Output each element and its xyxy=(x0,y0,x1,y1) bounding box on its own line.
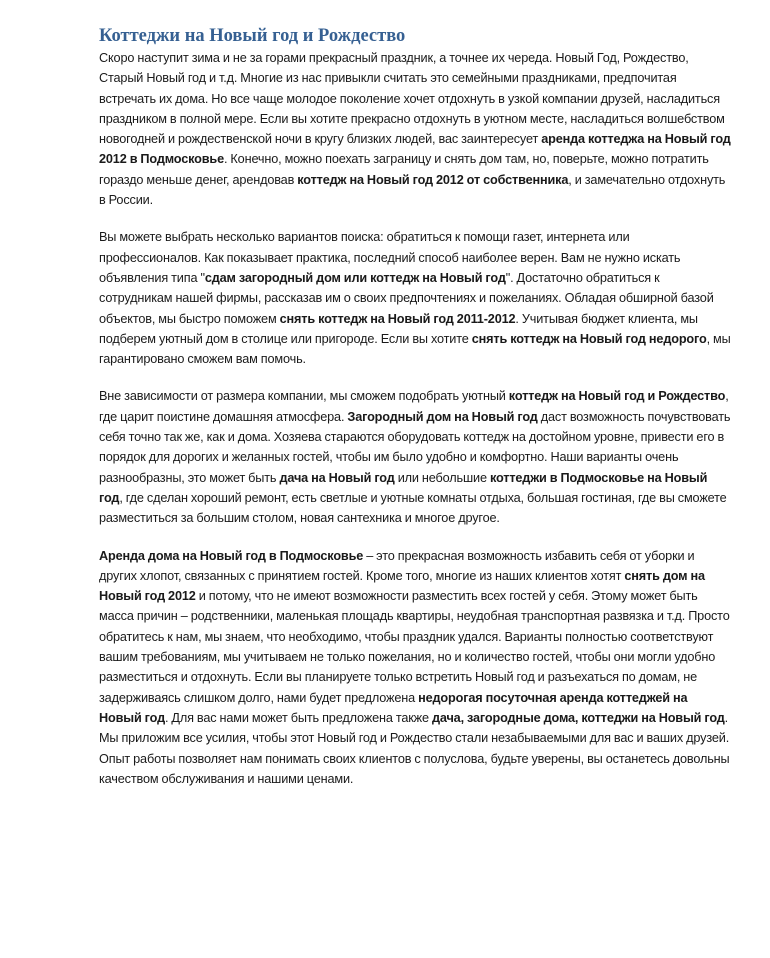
text-run: или небольшие xyxy=(394,470,490,485)
bold-keyword: Аренда дома на Новый год в Подмосковье xyxy=(99,548,364,563)
text-run: . Конечно, можно поехать заграницу и снять дом там, но, поверьте, можно потратить гораздо меньше денег, арендовав xyxy=(99,152,709,187)
bold-keyword: коттедж на Новый год и Рождество xyxy=(508,389,726,404)
document-page xyxy=(99,24,731,806)
paragraph-4 xyxy=(99,546,731,790)
text-run: , мы гарантировано сможем вам помочь. xyxy=(99,331,731,367)
text-run: – это прекрасная возможность избавить себя от уборки и других хлопот, связанных с принятием гостей. Кроме того, многие из наших клиентов хотят xyxy=(99,548,695,583)
text-run: ". Достаточно обратиться к сотрудникам нашей фирмы, рассказав им о своих предпочтениях и пожеланиях. Обладая обширной базой объектов, мы быстро поможем xyxy=(99,270,714,326)
bold-keyword: сдам загородный дом или коттедж на Новый год xyxy=(204,270,506,285)
bold-keyword: коттедж на Новый год 2012 от собственника xyxy=(297,172,569,187)
bold-keyword: аренда коттеджа на Новый год 2012 в Подмосковье xyxy=(99,132,731,167)
text-run: Вне зависимости от размера компании, мы сможем подобрать уютный xyxy=(99,389,509,404)
text-run: . Учитывая бюджет клиента, мы подберем уютный дом в столице или пригороде. Если вы хотите xyxy=(99,311,698,346)
text-run: , и замечательно отдохнуть в России. xyxy=(99,172,726,208)
bold-keyword: снять коттедж на Новый год недорого xyxy=(471,331,707,346)
text-run: и потому, что не имеют возможности разместить всех гостей у себя. Этому может быть масса причин – родственники, маленькая площадь квартиры, неудобная транспортная развязка и т.д. Просто обратитесь к нам, мы знаем, что необходимо, чтобы праздник удался. Варианты полностью соответствуют вашим требованиям, мы учитываем не только пожелания, но и количество гостей, чтобы они могли удобно разместиться и отдохнуть. Если вы планируете только встретить Новый год и разъехаться по домам, не задерживаясь слишком долго, нами будет предложена xyxy=(99,589,730,705)
bold-keyword: дача на Новый год xyxy=(279,470,395,485)
bold-keyword: дача, загородные дома, коттеджи на Новый год xyxy=(431,710,725,725)
text-run: даст возможность почувствовать себя точно так же, как и дома. Хозяева стараются оборудовать коттедж на достойном уровне, привести его в порядок для дорогих и желанных гостей, чтобы им было удобно и комфортно. Наши варианты очень разнообразны, это может быть xyxy=(99,409,731,485)
bold-keyword: снять коттедж на Новый год 2011-2012 xyxy=(279,311,516,326)
text-run: , где царит поистине домашняя атмосфера. xyxy=(99,389,729,424)
paragraph-2 xyxy=(99,227,731,369)
paragraph-1 xyxy=(99,48,731,210)
text-run: Скоро наступит зима и не за горами прекрасный праздник, а точнее их череда. Новый Год, Рождество, Старый Новый год и т.д. Многие из нас привыкли считать это семейными праздниками, предпочитая встречать их дома. Но все чаще молодое поколение хочет отдохнуть в узкой компании друзей, насладиться праздником в полной мере. Если вы хотите прекрасно отдохнуть в уютном месте, насладиться волшебством новогодней и рождественской ночи в кругу близких людей, вас заинтересует xyxy=(99,51,725,147)
bold-keyword: недорогая посуточная аренда коттеджей на Новый год xyxy=(99,690,688,725)
text-run: . Мы приложим все усилия, чтобы этот Новый год и Рождество стали незабываемыми для вас и ваших друзей. Опыт работы позволяет нам понимать своих клиентов с полуслова, будьте уверены, вы останетесь довольны качеством обслуживания и нашими ценами. xyxy=(99,710,730,786)
text-run: . Для вас нами может быть предложена также xyxy=(164,710,432,725)
text-run: , где сделан хороший ремонт, есть светлые и уютные комнаты отдыха, большая гостиная, где вы сможете разместиться за большим столом, новая сантехника и многое другое. xyxy=(99,490,727,526)
paragraph-3 xyxy=(99,386,731,528)
bold-keyword: Загородный дом на Новый год xyxy=(347,409,538,424)
bold-keyword: коттеджи в Подмосковье на Новый год xyxy=(99,470,708,505)
bold-keyword: снять дом на Новый год 2012 xyxy=(99,568,705,604)
text-run: Вы можете выбрать несколько вариантов поиска: обратиться к помощи газет, интернета или профессионалов. Как показывает практика, последний способ наиболее верен. Вам не нужно искать объявления типа " xyxy=(99,230,681,285)
document-title: Коттеджи на Новый год и Рождество xyxy=(99,26,406,46)
